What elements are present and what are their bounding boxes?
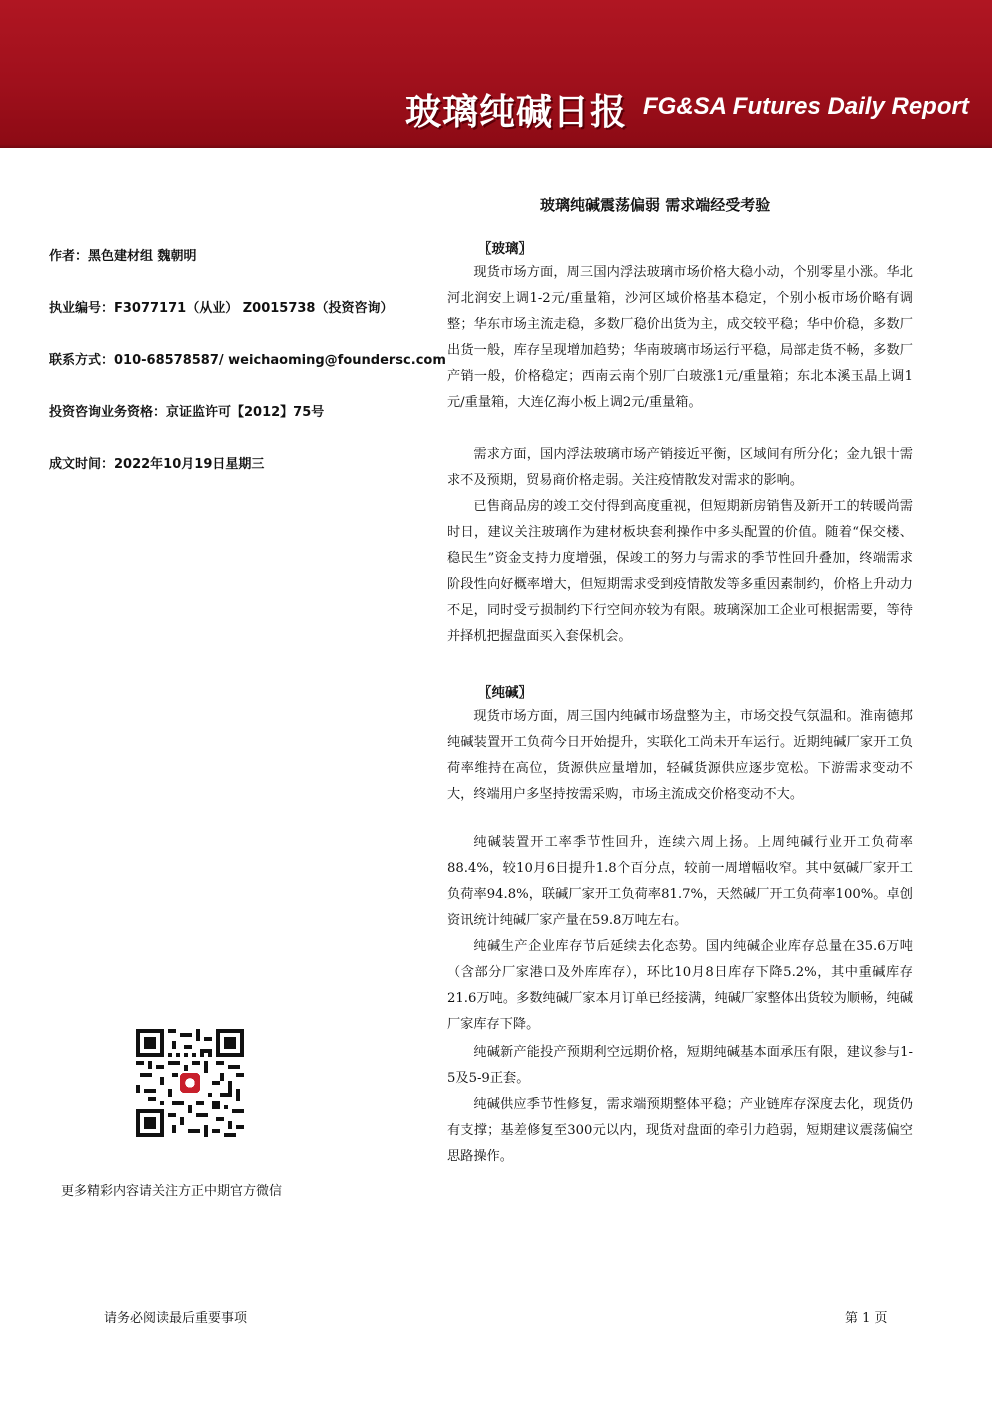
- glass-paragraph-demand: 需求方面，国内浮法玻璃市场产销接近平衡，区域间有所分化；金九银十需求不及预期，贸易商价格走弱。关注疫情散发对需求的影响。: [447, 447, 913, 488]
- contact-line: 联系方式：010-68578587/ weichaoming@foundersc.com: [49, 353, 446, 368]
- glass-paragraph-outlook: 已售商品房的竣工交付得到高度重视，但短期新房销售及新开工的转暖尚需时日，建议关注玻璃作为建材板块套利操作中多头配置的价值。随着“保交楼、稳民生”资金支持力度增强，保竣工的努力与需求的季节性回升叠加，终端需求阶段性向好概率增大，但短期需求受到疫情散发等多重因素制约，价格上升动力不足，同时受亏损制约下行空间亦较为有限。玻璃深加工企业可根据需要，等待并择机把握盘面买入套保机会。: [447, 499, 913, 644]
- license-line: 执业编号：F3077171（从业） Z0015738（投资咨询）: [49, 301, 394, 316]
- glass-paragraph-spot: 现货市场方面，周三国内浮法玻璃市场价格大稳小动，个别零星小涨。华北河北润安上调1-2元/重量箱，沙河区域价格基本稳定，个别小板市场价略有调整；华东市场主流走稳，多数厂稳价出货为主，成交较平稳；华中价稳，多数厂出货一般，库存呈现增加趋势；华南玻璃市场运行平稳，局部走货不畅，多数厂产销一般，价格稳定；西南云南个别厂白玻涨1元/重量箱；东北本溪玉晶上调1元/重量箱，大连亿海小板上调2元/重量箱。: [447, 265, 913, 410]
- report-title-cn: 玻璃纯碱日报: [405, 92, 628, 133]
- footer-notice: 请务必阅读最后重要事项: [104, 1311, 248, 1326]
- page-number: 第 1 页: [845, 1311, 888, 1326]
- section-heading-soda: 〖纯碱〗: [478, 685, 532, 701]
- qualification-line: 投资咨询业务资格：京证监许可【2012】75号: [49, 405, 325, 420]
- article-headline: 玻璃纯碱震荡偏弱 需求端经受考验: [540, 196, 771, 214]
- report-title-en: FG&SA Futures Daily Report: [643, 93, 969, 120]
- soda-paragraph-capacity: 纯碱新产能投产预期利空远期价格，短期纯碱基本面承压有限，建议参与1-5及5-9正套。: [447, 1045, 913, 1086]
- date-line: 成文时间：2022年10月19日星期三: [49, 457, 265, 472]
- soda-paragraph-inventory: 纯碱生产企业库存节后延续去化态势。国内纯碱企业库存总量在35.6万吨（含部分厂家港口及外库库存），环比10月8日库存下降5.2%，其中重碱库存21.6万吨。多数纯碱厂家本月订单已经接满，纯碱厂家整体出货较为顺畅，纯碱厂家库存下降。: [447, 939, 913, 1032]
- soda-paragraph-strategy: 纯碱供应季节性修复，需求端预期整体平稳；产业链库存深度去化，现货仍有支撑；基差修复至300元以内，现货对盘面的牵引力趋弱，短期建议震荡偏空思路操作。: [447, 1097, 913, 1164]
- qr-caption: 更多精彩内容请关注方正中期官方微信: [61, 1184, 283, 1199]
- qr-code-icon: [136, 1029, 244, 1137]
- section-heading-glass: 〖玻璃〗: [478, 241, 532, 257]
- soda-paragraph-spot: 现货市场方面，周三国内纯碱市场盘整为主，市场交投气氛温和。淮南德邦纯碱装置开工负荷今日开始提升，实联化工尚未开车运行。近期纯碱厂家开工负荷率维持在高位，货源供应量增加，轻碱货源供应逐步宽松。下游需求变动不大，终端用户多坚持按需采购，市场主流成交价格变动不大。: [447, 709, 913, 802]
- soda-paragraph-operating-rate: 纯碱装置开工率季节性回升，连续六周上扬。上周纯碱行业开工负荷率88.4%，较10月6日提升1.8个百分点，较前一周增幅收窄。其中氨碱厂家开工负荷率94.8%，联碱厂家开工负荷率81.7%，天然碱厂开工负荷率100%。卓创资讯统计纯碱厂家产量在59.8万吨左右。: [447, 835, 913, 928]
- author-line: 作者：黑色建材组 魏朝明: [49, 249, 197, 264]
